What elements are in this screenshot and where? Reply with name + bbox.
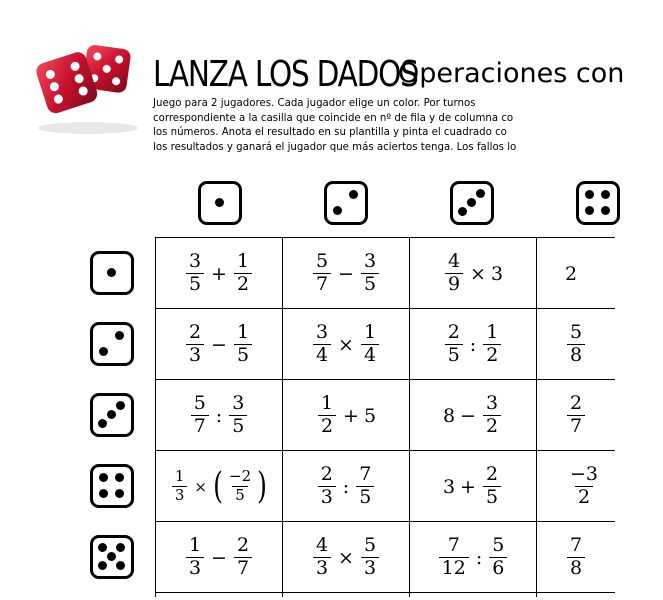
fraction-denominator: 5 [232,486,248,504]
fraction-numerator: 4 [315,534,329,557]
die-pip [601,206,610,215]
fraction [489,536,507,579]
die-pip [98,419,107,428]
die-pip [98,561,107,570]
die-pip [107,268,116,277]
operator: × [470,262,486,285]
instructions-line: Juego para 2 jugadores. Cada jugador elige un color. Por turnos [153,98,476,109]
fraction [186,536,204,579]
fraction-numerator: 7 [359,463,372,486]
fraction-denominator: 5 [229,415,247,437]
operation-cell[interactable] [537,380,663,451]
fraction-numerator: 3 [485,392,499,415]
fraction-denominator: 2 [483,344,501,366]
operation-cell[interactable] [156,451,282,522]
operation-cell[interactable] [537,451,663,522]
fraction-denominator: 7 [313,273,331,295]
die-pip [458,207,467,216]
fraction-numerator: 5 [193,392,206,415]
fraction-numerator: 5 [492,534,505,557]
fraction-denominator: 2 [234,273,252,295]
die-pip [585,190,594,199]
operator: × [338,546,354,569]
fraction-denominator: 3 [172,486,188,504]
fraction-numerator: 2 [447,321,460,344]
fraction-denominator: 2 [483,415,501,437]
row-die-1 [90,251,134,295]
fraction [313,252,331,295]
column-die-3 [450,181,494,225]
instructions-text [153,97,600,163]
fraction-denominator: 6 [489,557,507,579]
number: 3 [442,475,456,498]
operator: − [460,404,476,427]
fraction-denominator: 3 [186,557,204,579]
fraction [229,394,247,437]
fraction-numerator: 5 [363,534,377,557]
fraction [361,536,379,579]
die-pip [98,543,107,552]
fraction-numerator: 1 [174,467,185,486]
number: 5 [363,404,377,427]
fraction-numerator: 3 [232,392,245,415]
operation-cell[interactable] [156,238,282,309]
die-pip [115,489,124,498]
operation-cell[interactable] [283,380,409,451]
operator: × [194,477,207,496]
die-pip [601,190,610,199]
operator: × [338,333,354,356]
fraction [226,469,254,504]
die-pip [115,331,124,340]
row-die-2 [90,322,134,366]
die-pip [99,473,108,482]
fraction-numerator: 5 [570,321,583,344]
fraction-denominator: 3 [186,344,204,366]
die-pip [349,190,358,199]
operator: + [343,404,359,427]
die-pip [116,543,125,552]
fraction-denominator: 7 [234,557,252,579]
fraction-numerator: 1 [320,392,334,415]
fraction-denominator: 7 [191,415,209,437]
fraction-numerator: 1 [236,250,250,273]
die-pip [116,401,125,410]
fraction [483,323,501,366]
operation-cell[interactable] [283,522,409,593]
row-die-4 [90,464,134,508]
column-die-1 [198,181,242,225]
fraction-numerator: 7 [447,534,460,557]
fraction-denominator: 4 [313,344,331,366]
fraction-numerator: 2 [320,463,333,486]
fraction-denominator: 3 [361,557,379,579]
fraction-denominator: 5 [361,273,379,295]
fraction [186,323,204,366]
fraction [483,465,501,508]
fraction [567,536,585,579]
number: 3 [490,262,504,285]
fraction-denominator: 5 [234,344,252,366]
fraction-numerator: 1 [188,534,202,557]
fraction-denominator: 12 [439,557,469,579]
number: 2 [565,262,578,285]
operation-cell[interactable] [410,238,536,309]
operator: + [211,262,227,285]
fraction-numerator: −3 [570,463,599,486]
fraction [445,252,463,295]
die-pip [476,189,485,198]
red-dice-icon [28,36,148,136]
fraction-denominator: 5 [483,486,501,508]
operation-cell[interactable] [410,451,536,522]
fraction [191,394,209,437]
column-die-4 [576,181,620,225]
fraction [234,323,252,366]
fraction [361,323,379,366]
fraction [567,323,585,366]
die-pip [215,198,224,207]
fraction [445,323,463,366]
fraction [313,323,331,366]
fraction-denominator: 2 [318,415,336,437]
fraction-denominator: 3 [318,486,336,508]
fraction-denominator: 4 [361,344,379,366]
fraction-denominator: 8 [567,344,585,366]
number: 8 [442,404,456,427]
fraction-numerator: 1 [486,321,499,344]
die-pip [333,206,342,215]
operator: + [460,475,476,498]
fraction [234,252,252,295]
fraction-numerator: 2 [236,534,250,557]
instructions-line: correspondiente a la casilla que coincide en nº de fila y de columna co [153,112,514,124]
row-die-3 [90,393,134,437]
fraction [567,394,585,437]
fraction [483,394,501,437]
fraction-numerator: 1 [236,321,250,344]
fraction-denominator: 5 [186,273,204,295]
die-pip [115,473,124,482]
row-die-5 [90,535,134,579]
fraction-numerator: 2 [570,392,583,415]
fraction [356,465,374,508]
operation-cell[interactable] [283,451,409,522]
fraction-numerator: −2 [229,467,252,486]
fraction [361,252,379,295]
operation-cell[interactable] [156,380,282,451]
fraction-numerator: 1 [363,321,377,344]
operation-cell[interactable] [537,309,663,380]
operation-cell[interactable] [156,522,282,593]
fraction-denominator: 5 [445,344,463,366]
fraction [234,536,252,579]
operator: : [475,546,483,569]
operation-cell[interactable] [410,309,536,380]
operation-cell[interactable] [410,522,536,593]
fraction [172,469,188,504]
page-subtitle: Operaciones con [398,58,625,89]
fraction-numerator: 4 [447,250,461,273]
operator: − [211,333,227,356]
operation-cell[interactable] [283,309,409,380]
die-pip [585,206,594,215]
instructions-line: los números. Anota el resultado en su plantilla y pinta el cuadrado co [153,127,507,138]
column-die-2 [324,181,368,225]
fraction [313,536,331,579]
operations-grid [155,237,615,597]
die-pip [99,347,108,356]
fraction-denominator: 7 [567,415,585,437]
die-pip [467,198,476,207]
title-block [153,54,625,95]
fraction-numerator: 5 [315,250,329,273]
fraction [567,465,601,508]
fraction-numerator: 3 [188,250,202,273]
fraction-numerator: 3 [363,250,377,273]
fraction-numerator: 7 [570,534,583,557]
fraction [439,536,469,579]
operator: : [215,404,223,427]
fraction [318,394,336,437]
fraction-numerator: 2 [485,463,499,486]
fraction-denominator: 8 [567,557,585,579]
fraction-denominator: 5 [356,486,374,508]
page-title: LANZA LOS DADOS [153,54,418,95]
instructions-line: los resultados y ganará el jugador que más aciertos tenga. Los fallos lo [153,141,517,153]
fraction-numerator: 2 [188,321,202,344]
die-pip [107,552,116,561]
fraction [186,252,204,295]
operation-cell[interactable] [410,380,536,451]
operator: − [211,546,227,569]
operation-cell[interactable] [283,238,409,309]
operator: − [338,262,354,285]
operation-cell[interactable] [537,238,663,309]
operation-cell[interactable] [537,522,663,593]
die-pip [116,561,125,570]
fraction-numerator: 3 [315,321,329,344]
fraction-denominator: 3 [313,557,331,579]
operator: : [342,475,350,498]
fraction-denominator: 2 [575,486,593,508]
parenthesis: ( [213,466,223,507]
operator: : [469,333,477,356]
die-pip [107,410,116,419]
fraction-denominator: 9 [445,273,463,295]
parenthesis: ) [257,466,268,507]
operation-cell[interactable] [156,309,282,380]
fraction [318,465,336,508]
die-pip [99,489,108,498]
